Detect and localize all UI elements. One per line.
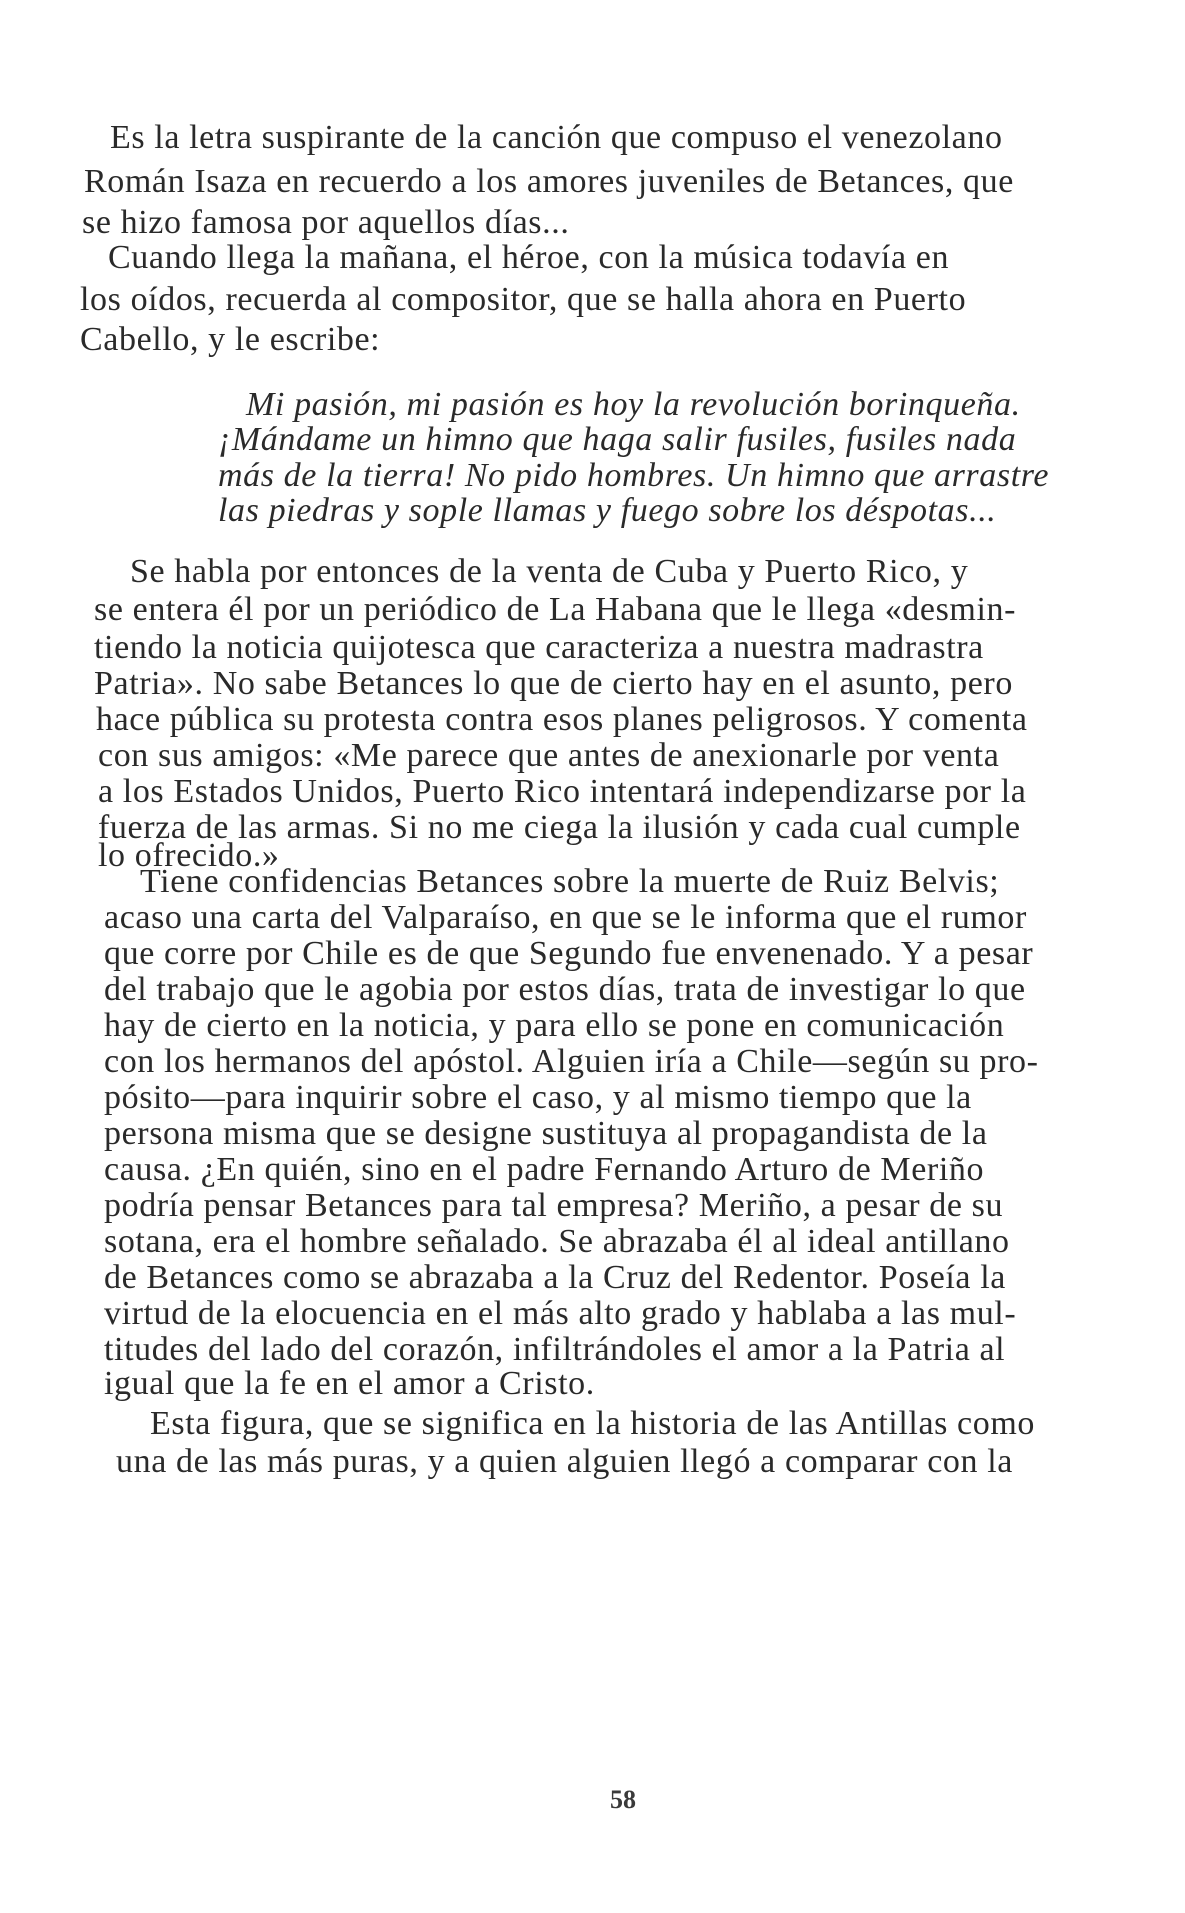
text-line: una de las más puras, y a quien alguien llegó a comparar con la [116, 1443, 1013, 1480]
text-line: se entera él por un periódico de La Habana que le llega «desmin- [94, 591, 1017, 628]
text-line: Esta figura, que se significa en la historia de las Antillas como [150, 1405, 1035, 1442]
quote-line: más de la tierra! No pido hombres. Un himno que arrastre [218, 457, 1050, 494]
page-number: 58 [610, 1785, 636, 1814]
text-line: fuerza de las armas. Si no me ciega la ilusión y cada cual cumple [98, 809, 1021, 846]
text-line: persona misma que se designe sustituya al propagandista de la [104, 1115, 988, 1152]
text-line: Tiene confidencias Betances sobre la muerte de Ruiz Belvis; [140, 863, 1000, 900]
text-line: virtud de la elocuencia en el más alto grado y hablaba a las mul- [104, 1295, 1017, 1332]
text-line: hay de cierto en la noticia, y para ello se pone en comunicación [104, 1007, 1005, 1044]
quote-line: las piedras y sople llamas y fuego sobre los déspotas... [218, 492, 997, 529]
quote-line: Mi pasión, mi pasión es hoy la revolución borinqueña. [246, 386, 1021, 423]
text-line: igual que la fe en el amor a Cristo. [104, 1365, 595, 1402]
text-line: que corre por Chile es de que Segundo fue envenenado. Y a pesar [104, 935, 1034, 972]
text-line: podría pensar Betances para tal empresa? Meriño, a pesar de su [104, 1187, 1004, 1224]
text-line: titudes del lado del corazón, infiltrándoles el amor a la Patria al [104, 1331, 1006, 1368]
text-line: de Betances como se abrazaba a la Cruz del Redentor. Poseía la [104, 1259, 1006, 1296]
text-line: Román Isaza en recuerdo a los amores juveniles de Betances, que [84, 163, 1014, 200]
text-line: los oídos, recuerda al compositor, que se halla ahora en Puerto [80, 281, 967, 318]
text-line: Se habla por entonces de la venta de Cuba y Puerto Rico, y [130, 553, 969, 590]
text-line: se hizo famosa por aquellos días... [82, 204, 570, 241]
text-line: sotana, era el hombre señalado. Se abrazaba él al ideal antillano [104, 1223, 1010, 1260]
text-line: causa. ¿En quién, sino en el padre Fernando Arturo de Meriño [104, 1151, 985, 1188]
text-line: tiendo la noticia quijotesca que caracteriza a nuestra madrastra [94, 629, 984, 666]
text-line: Patria». No sabe Betances lo que de cierto hay en el asunto, pero [94, 665, 1013, 702]
text-line: Cuando llega la mañana, el héroe, con la música todavía en [108, 239, 950, 276]
text-line: hace pública su protesta contra esos planes peligrosos. Y comenta [96, 701, 1028, 738]
text-line: pósito—para inquirir sobre el caso, y al mismo tiempo que la [104, 1079, 972, 1116]
quote-line: ¡Mándame un himno que haga salir fusiles, fusiles nada [218, 421, 1017, 458]
text-line: Es la letra suspirante de la canción que compuso el venezolano [110, 119, 1003, 156]
text-line: a los Estados Unidos, Puerto Rico intentará independizarse por la [98, 773, 1027, 810]
text-line: con sus amigos: «Me parece que antes de anexionarle por venta [98, 737, 1000, 774]
text-line: lo ofrecido.» [98, 837, 280, 874]
text-line: con los hermanos del apóstol. Alguien iría a Chile—según su pro- [104, 1043, 1039, 1080]
text-line: del trabajo que le agobia por estos días, trata de investigar lo que [104, 971, 1026, 1008]
text-line: acaso una carta del Valparaíso, en que se le informa que el rumor [104, 899, 1027, 936]
text-line: Cabello, y le escribe: [80, 321, 381, 358]
